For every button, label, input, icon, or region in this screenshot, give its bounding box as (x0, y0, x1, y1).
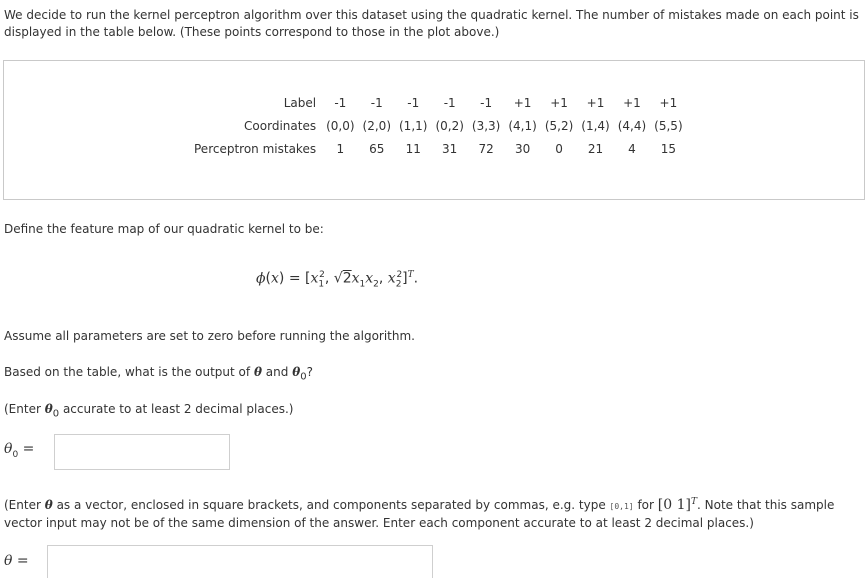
label-cell: +1 (513, 95, 532, 110)
label-cell: +1 (550, 95, 568, 110)
coordinate-cell: (2,0) (362, 118, 391, 133)
mistake-cell: 21 (587, 141, 604, 156)
row-header: Perceptron mistakes (194, 141, 317, 156)
mistake-cell: 1 (336, 141, 345, 156)
theta-input[interactable] (47, 545, 433, 578)
mistake-cell: 11 (405, 141, 421, 156)
example-code: [0,1] (609, 502, 634, 511)
mistake-cell: 0 (555, 141, 563, 156)
assume-text: Assume all parameters are set to zero before running the algorithm. (4, 329, 415, 343)
coordinate-cell: (1,1) (399, 118, 428, 133)
theta0-hint: (Enter $\theta_0$ accurate to at least 2 decimal places.) (4, 402, 294, 420)
coordinate-cell: (5,5) (654, 118, 683, 133)
mistake-cell: 15 (660, 141, 677, 156)
theta0-input[interactable] (54, 434, 230, 470)
mistake-cell: 30 (514, 141, 531, 156)
mistake-cell: 72 (478, 141, 494, 156)
label-cell: -1 (443, 95, 456, 110)
theta-equals-label: θ = (4, 553, 29, 569)
mistakes-table-box (3, 60, 865, 200)
mistake-cell: 4 (628, 141, 636, 156)
table-row-coordinates (190, 114, 687, 137)
coordinate-cell: (0,0) (326, 118, 355, 133)
coordinate-cell: (0,2) (435, 118, 464, 133)
mistakes-table (190, 91, 687, 160)
label-cell: +1 (586, 95, 605, 110)
coordinate-cell: (5,2) (544, 118, 574, 133)
label-cell: -1 (480, 95, 493, 110)
theta0-symbol: θ (292, 365, 301, 379)
mistake-cell: 65 (369, 141, 385, 156)
row-header: Label (283, 95, 317, 110)
theta-symbol: θ (253, 365, 262, 379)
row-header: Coordinates (244, 118, 317, 133)
feature-map-text: Define the feature map of our quadratic kernel to be: (4, 222, 324, 236)
coordinate-cell: (4,1) (508, 118, 537, 133)
intro-text: We decide to run the kernel perceptron algorithm over this dataset using the quadratic kernel. The number of mistakes made on each point is displayed in the table below. (These points correspond to those in the plot above.) (4, 8, 859, 39)
table-row-label (190, 91, 687, 114)
label-cell: -1 (407, 95, 420, 110)
coordinate-cell: (4,4) (617, 118, 647, 133)
table-row-mistakes (190, 137, 687, 160)
theta-hint: (Enter θ as a vector, enclosed in square brackets, and components separated by commas, e.g. type [0,1] for [0 1]$^T$. Note that this sample vector input may not be of the same dimension of the answer. Enter each component accurate to at least 2 decimal places.) (4, 497, 835, 530)
label-cell: -1 (370, 95, 383, 110)
label-cell: +1 (659, 95, 678, 110)
feature-map-formula: $\phi(x) = [x_1^2$, $√2x_1x_2$, $x_2^2]^T$. (256, 270, 419, 290)
coordinate-cell: (1,4) (581, 118, 610, 133)
vector-example: [0 1] (657, 497, 691, 513)
mistake-cell: 31 (442, 141, 458, 156)
theta0-equals-label: $\theta_0$ = (4, 441, 35, 460)
label-cell: -1 (334, 95, 347, 110)
question-text: Based on the table, what is the output of θ and $\theta_0$? (4, 365, 313, 383)
label-cell: +1 (623, 95, 641, 110)
coordinate-cell: (3,3) (471, 118, 501, 133)
